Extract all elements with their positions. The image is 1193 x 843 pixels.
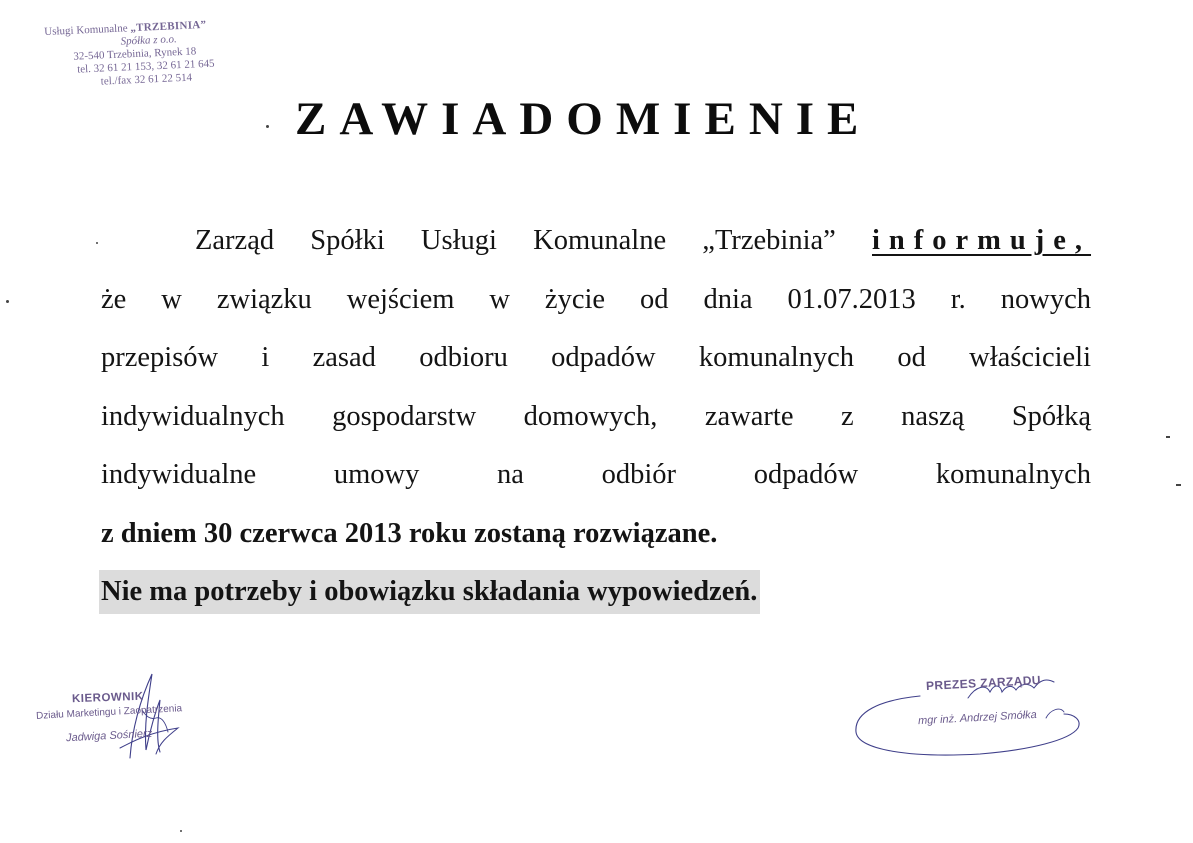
scan-speck (1176, 484, 1181, 486)
left-signatory-title: KIEROWNIK (71, 690, 144, 706)
body-line-3: przepisów i zasad odbioru odpadów komunalnych od właścicieli (101, 342, 1091, 373)
company-stamp (44, 17, 247, 91)
right-signatory-name: mgr inż. Andrzej Smółka (917, 708, 1038, 728)
document-title: ZAWIADOMIENIE (295, 93, 872, 145)
highlighted-no-notice-text: Nie ma potrzeby i obowiązku składania wypowiedzeń. (99, 570, 760, 614)
body-line-5: indywidualne umowy na odbiór odpadów komunalnych (101, 459, 1091, 490)
body-line-4: indywidualnych gospodarstw domowych, zawarte z naszą Spółką (101, 400, 1091, 432)
stamp-address: 32-540 Trzebinia, Rynek 18 (73, 45, 197, 63)
scan-speck (1166, 436, 1170, 438)
left-signatory-department: Działu Marketingu i Zaopatrzenia (35, 703, 183, 722)
stamp-company-name: „TRZEBINIA” (130, 18, 207, 35)
signature-block-left (30, 670, 230, 780)
notice-body (101, 212, 1091, 622)
stamp-phone: tel. 32 61 21 153, 32 61 21 645 (76, 57, 215, 76)
stamp-company-prefix: Usługi Komunalne (44, 22, 131, 38)
body-line-1-text: Zarząd Spółki Usługi Komunalne „Trzebinia” (195, 225, 836, 256)
body-notice-line (101, 563, 1091, 622)
body-line-1 (101, 212, 1091, 271)
right-signatory-title: PREZES ZARZĄDU (925, 673, 1042, 693)
scan-speck (266, 125, 269, 128)
handwritten-signature-left (60, 670, 210, 770)
body-termination-line: z dniem 30 czerwca 2013 roku zostaną rozwiązane. (101, 517, 718, 549)
left-signatory-name: Jadwiga Sośnierz (65, 727, 153, 745)
scan-speck (96, 242, 98, 244)
signature-block-right (850, 662, 1090, 762)
stamp-fax: tel./fax 32 61 22 514 (100, 71, 193, 88)
scan-speck (6, 300, 9, 303)
stamp-company-form: Spółka z o.o. (120, 33, 178, 48)
body-line-2: że w związku wejściem w życie od dnia 01.07.2013 r. nowych (101, 283, 1091, 315)
body-emphasis-informs: informuje, (872, 225, 1092, 256)
scan-speck (180, 830, 182, 832)
